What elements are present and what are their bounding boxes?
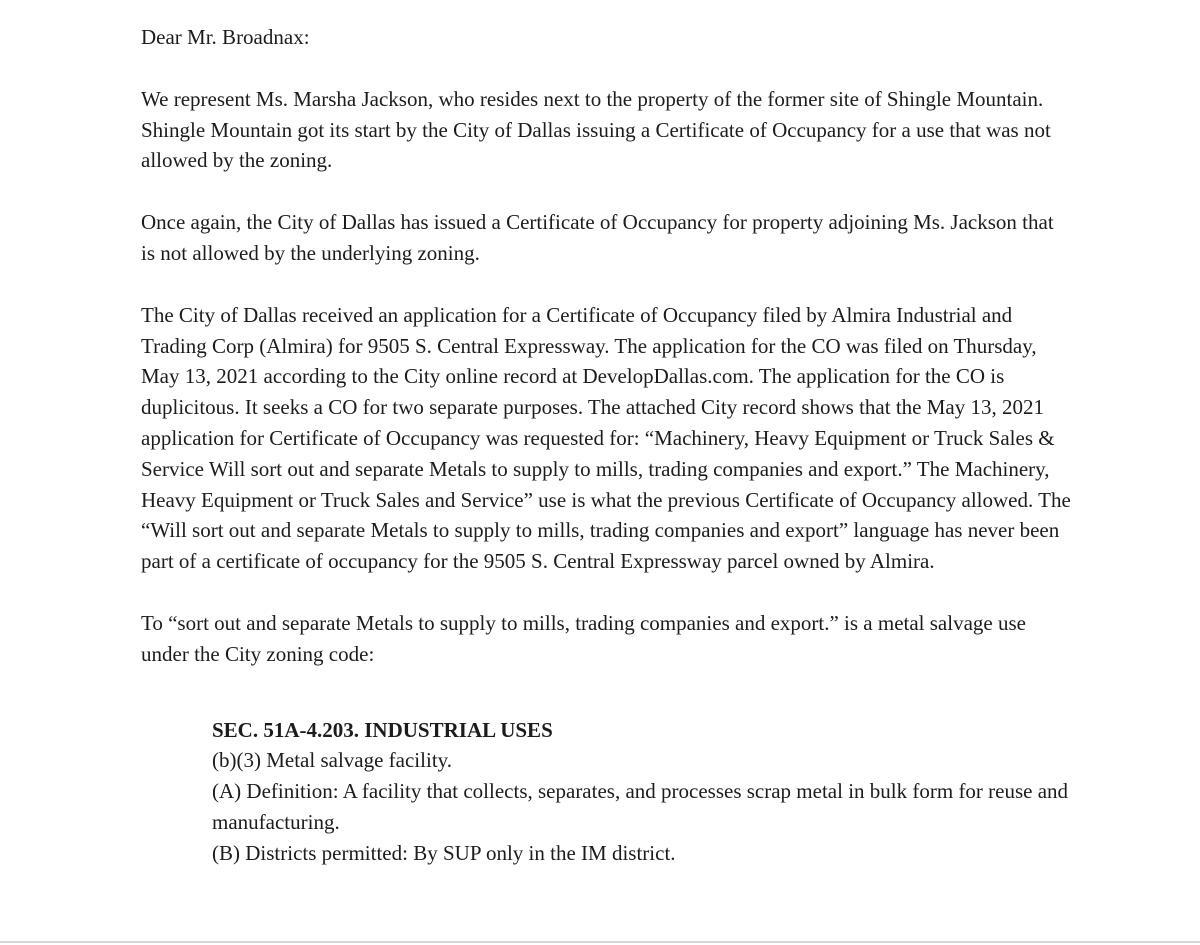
paragraph-application-details: The City of Dallas received an application for a Certificate of Occupancy filed by Almira Industrial and Trading Corp (Almira) for 9505 S. Central Expressway. The application for the CO was filed on Thursday, May 13, 2021 according to the City online record at DevelopDallas.com. The application for the CO is duplicitous. It seeks a CO for two separate purposes. The attached City record shows that the May 13, 2021 application for Certificate of Occupancy was requested for: “Machinery, Heavy Equipment or Truck Sales & Service Will sort out and separate Metals to supply to mills, trading companies and export.” The Machinery, Heavy Equipment or Truck Sales and Service” use is what the previous Certificate of Occupancy allowed. The “Will sort out and separate Metals to supply to mills, trading companies and export” language has never been part of a certificate of occupancy for the 9505 S. Central Expressway parcel owned by Almira.: [141, 302, 1071, 574]
zoning-code-line: (B) Districts permitted: By SUP only in the IM district.: [212, 840, 676, 865]
zoning-code-line: (A) Definition: A facility that collects, separates, and processes scrap metal in bulk form for reuse and manufacturing.: [212, 779, 1069, 834]
paragraph-certificate-issued: Once again, the City of Dallas has issued a Certificate of Occupancy for property adjoining Ms. Jackson that is not allowed by the underlying zoning.: [141, 210, 1054, 265]
zoning-code-heading: SEC. 51A-4.203. INDUSTRIAL USES: [212, 717, 553, 742]
zoning-code-line: (b)(3) Metal salvage facility.: [212, 748, 453, 773]
paragraph-metal-salvage-use: To “sort out and separate Metals to supply to mills, trading companies and export.” is a metal salvage use under the City zoning code:: [141, 610, 1026, 666]
letter-body: [141, 22, 1071, 869]
zoning-code-quote: [212, 715, 1072, 869]
paragraph-representation: We represent Ms. Marsha Jackson, who resides next to the property of the former site of Shingle Mountain. Shingle Mountain got its start by the City of Dallas issuing a Certificate of Occupancy for a use that was not allowed by the zoning.: [141, 86, 1051, 173]
salutation: Dear Mr. Broadnax:: [141, 25, 310, 49]
